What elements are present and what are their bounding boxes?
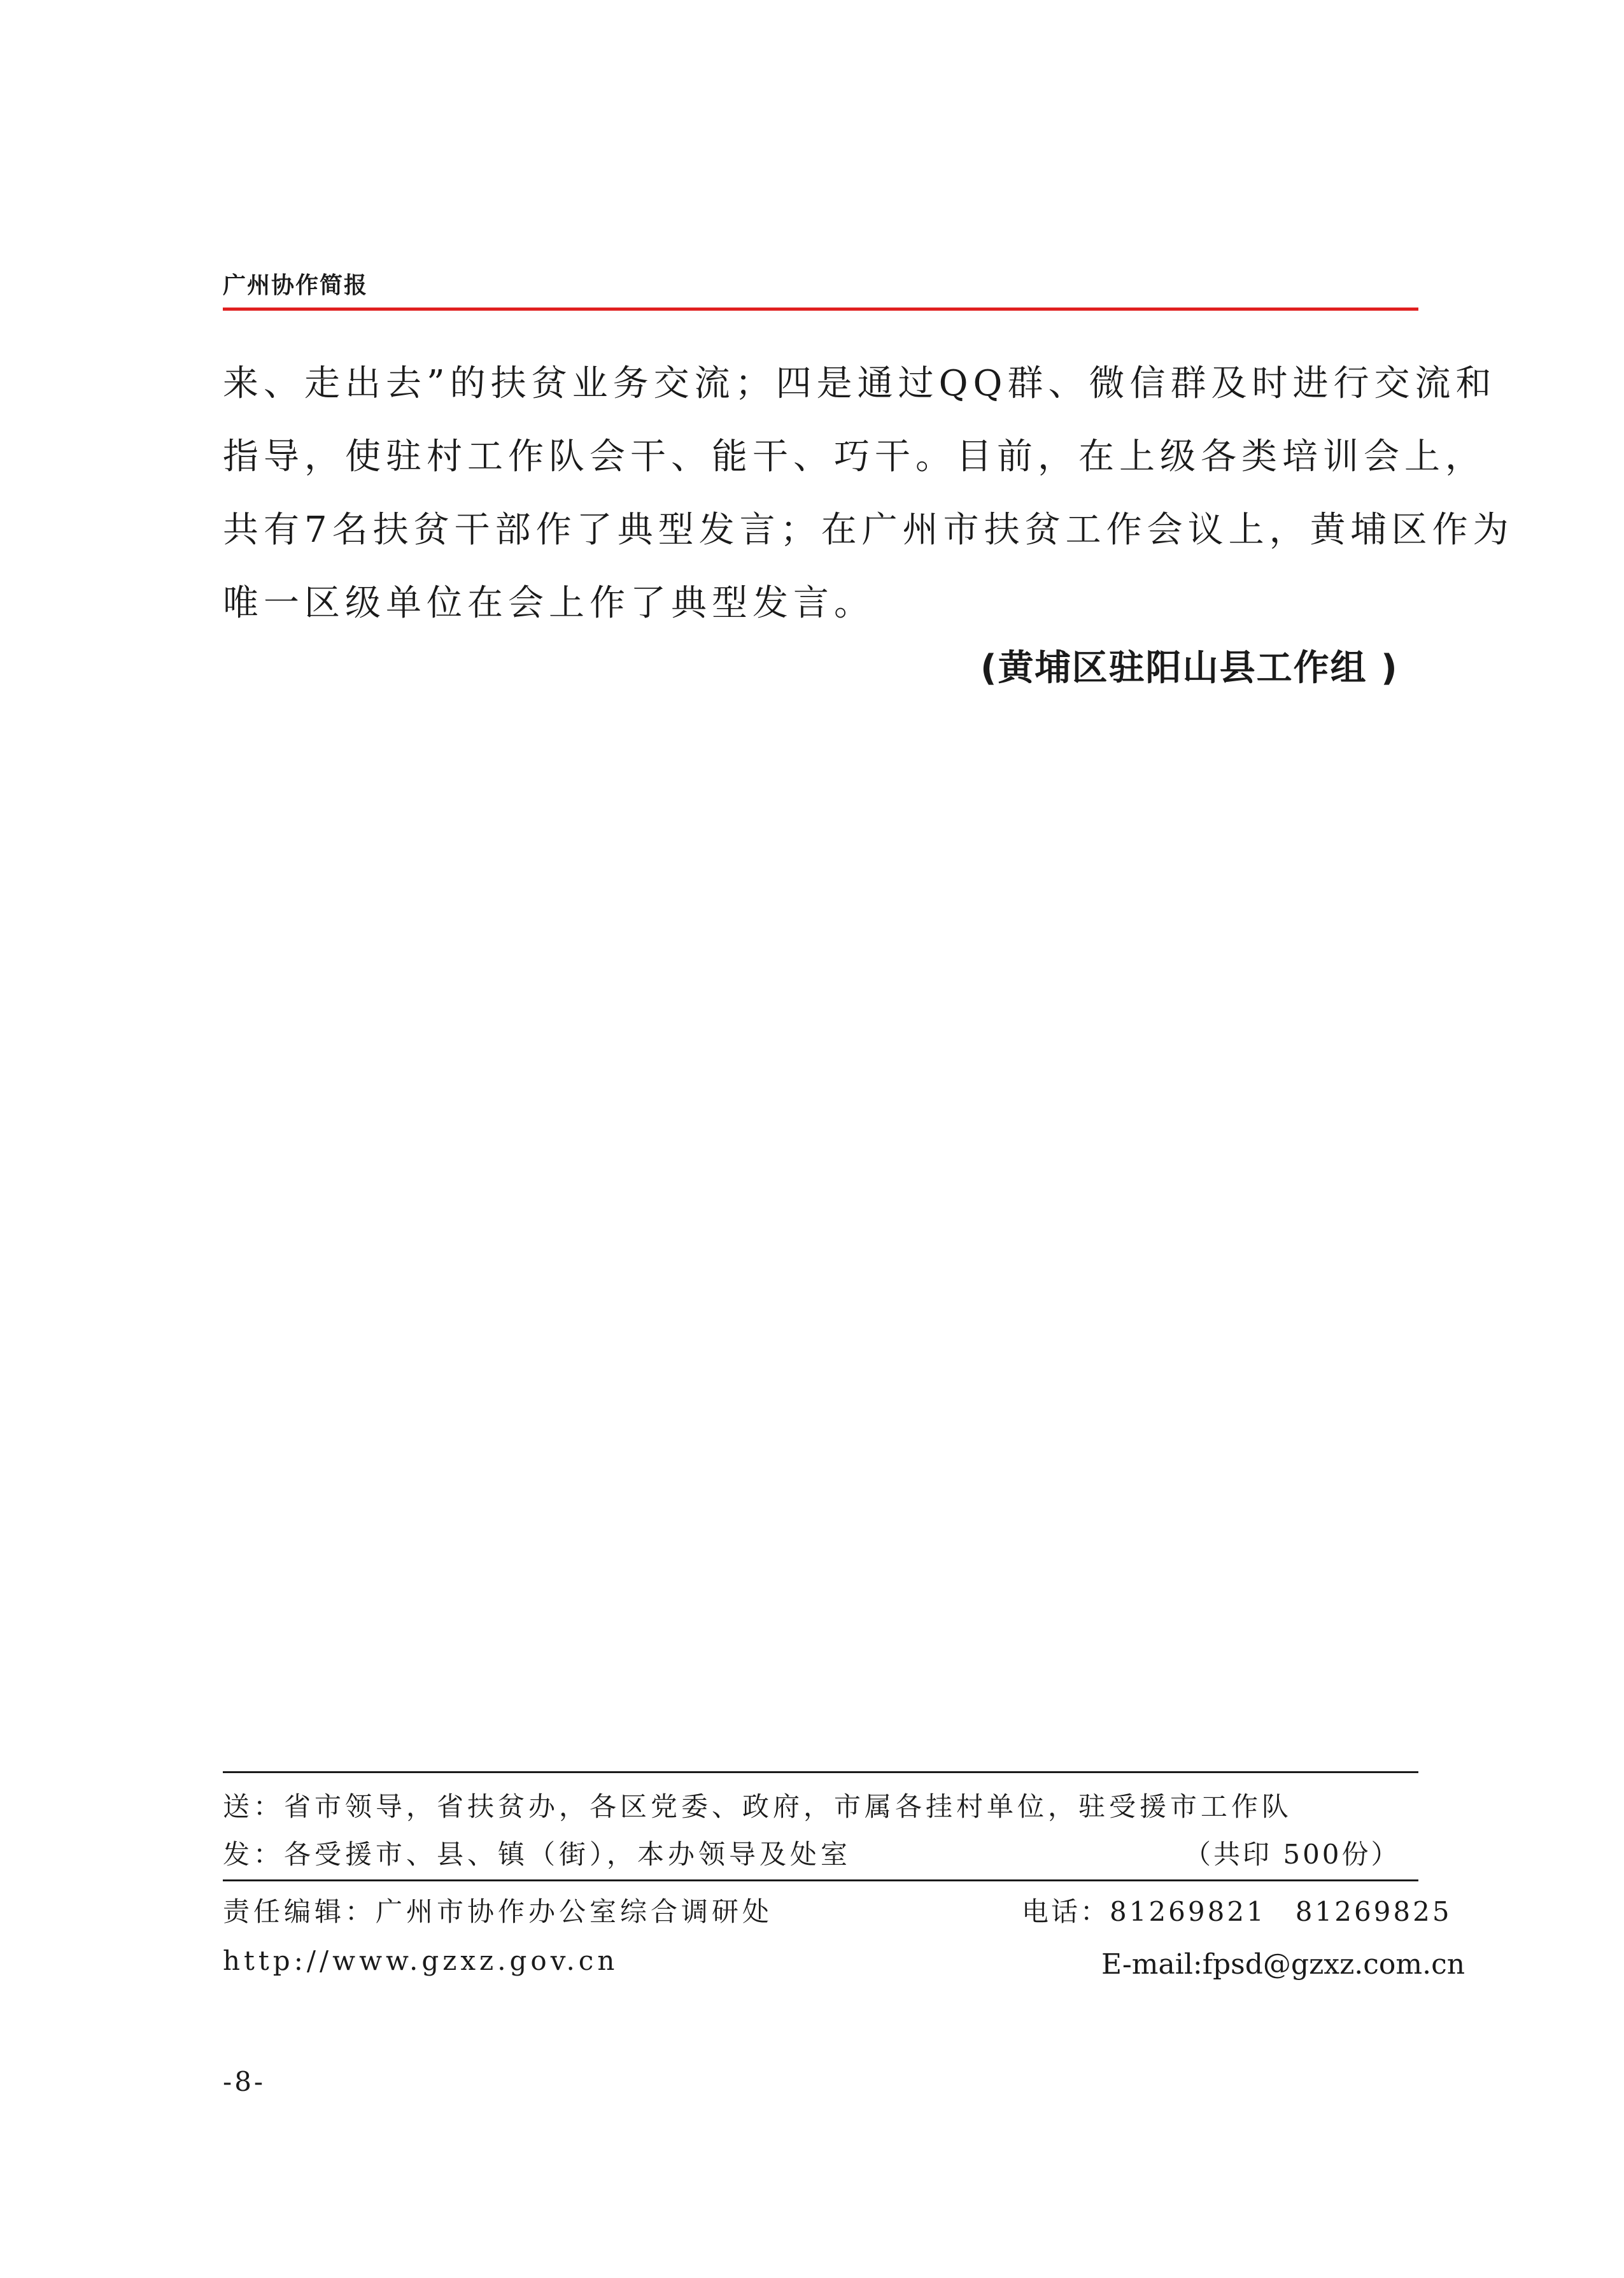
- email-link[interactable]: E-mail:fpsd@gzxz.com.cn: [1101, 1948, 1465, 1981]
- signature: (黄埔区驻阳山县工作组 ): [980, 647, 1399, 689]
- page-number: -8-: [223, 2066, 266, 2097]
- print-count: （共印 500份）: [1184, 1839, 1401, 1870]
- body-line-1: 来、走出去”的扶贫业务交流；四是通过QQ群、微信群及时进行交流和: [223, 363, 1497, 404]
- send-to-line: 送：省市领导，省扶贫办，各区党委、政府，市属各挂村单位，驻受援市工作队: [223, 1791, 1293, 1822]
- body-line-2: 指导，使驻村工作队会干、能干、巧干。目前，在上级各类培训会上，: [223, 436, 1486, 478]
- website-link[interactable]: http://www.gzxz.gov.cn: [223, 1945, 619, 1976]
- distribute-to-line: 发：各受援市、县、镇（街），本办领导及处室: [223, 1839, 852, 1870]
- header-title: 广州协作简报: [223, 272, 369, 299]
- body-text: [223, 347, 1514, 640]
- header-rule: [223, 308, 1418, 311]
- body-line-3: 共有7名扶贫干部作了典型发言；在广州市扶贫工作会议上，黄埔区作为: [223, 509, 1514, 551]
- editor-line: 责任编辑：广州市协作办公室综合调研处: [223, 1896, 773, 1927]
- footer-top-rule: [223, 1771, 1418, 1773]
- footer-middle-rule: [223, 1879, 1418, 1881]
- phone-line: 电话：81269821 81269825: [1022, 1896, 1452, 1927]
- body-line-4: 唯一区级单位在会上作了典型发言。: [223, 583, 875, 624]
